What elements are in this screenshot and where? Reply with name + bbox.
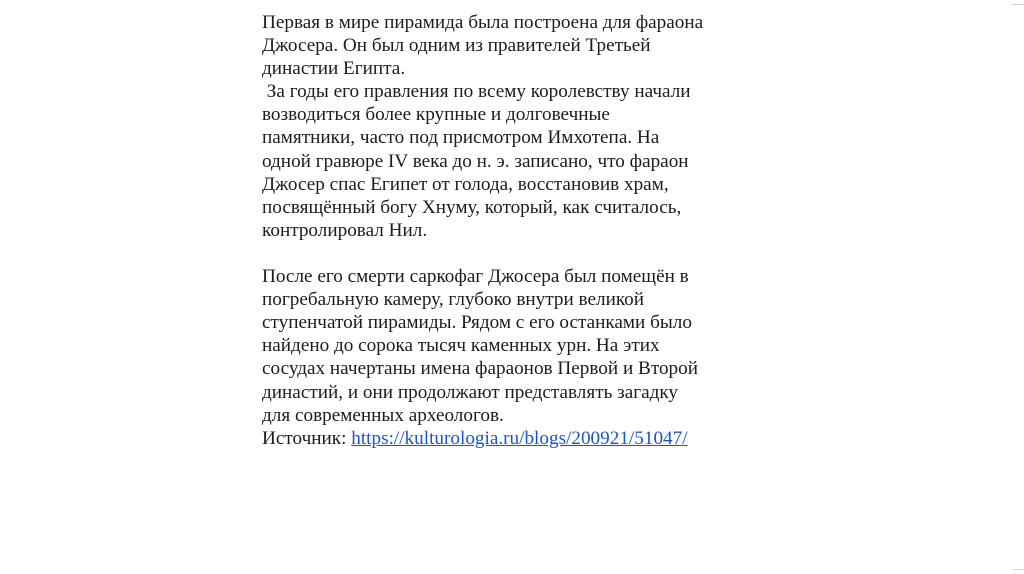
text-line: династий, и они продолжают представлять загадку [262,381,679,403]
source-line [262,427,782,450]
paragraph-gap [262,242,782,265]
text-line: ступенчатой пирамиды. Рядом с его останками было [262,312,692,334]
source-label: Источник: [262,427,352,449]
text-line: За годы его правления по всему королевству начали [262,81,691,103]
text-line: сосудах начертаны имена фараонов Первой и Второй [262,358,698,380]
text-line: одной гравюре IV века до н. э. записано, что фараон [262,150,689,172]
text-line: посвящённый богу Хнуму, который, как считалось, [262,196,682,218]
paragraph-intro [262,11,782,242]
text-line: памятники, часто под присмотром Имхотепа. На [262,127,660,149]
text-line: Джосера. Он был одним из правителей Третьей [262,35,651,57]
top-corner-rule [1012,4,1024,5]
text-line: возводиться более крупные и долговечные [262,104,610,126]
text-line: погребальную камеру, глубоко внутри великой [262,289,645,311]
paragraph-burial [262,265,782,427]
text-line: контролировал Нил. [262,219,428,241]
source-link[interactable]: https://kulturologia.ru/blogs/200921/51047/ [351,427,688,449]
text-line: династии Египта. [262,58,406,80]
text-block [262,11,782,450]
bottom-corner-rule [1012,569,1024,570]
text-line: После его смерти саркофаг Джосера был помещён в [262,266,689,288]
text-line: Джосер спас Египет от голода, восстановив храм, [262,173,669,195]
text-line: Первая в мире пирамида была построена для фараона [262,12,704,33]
text-line: для современных археологов. [262,404,504,426]
text-line: найдено до сорока тысяч каменных урн. На этих [262,335,660,357]
